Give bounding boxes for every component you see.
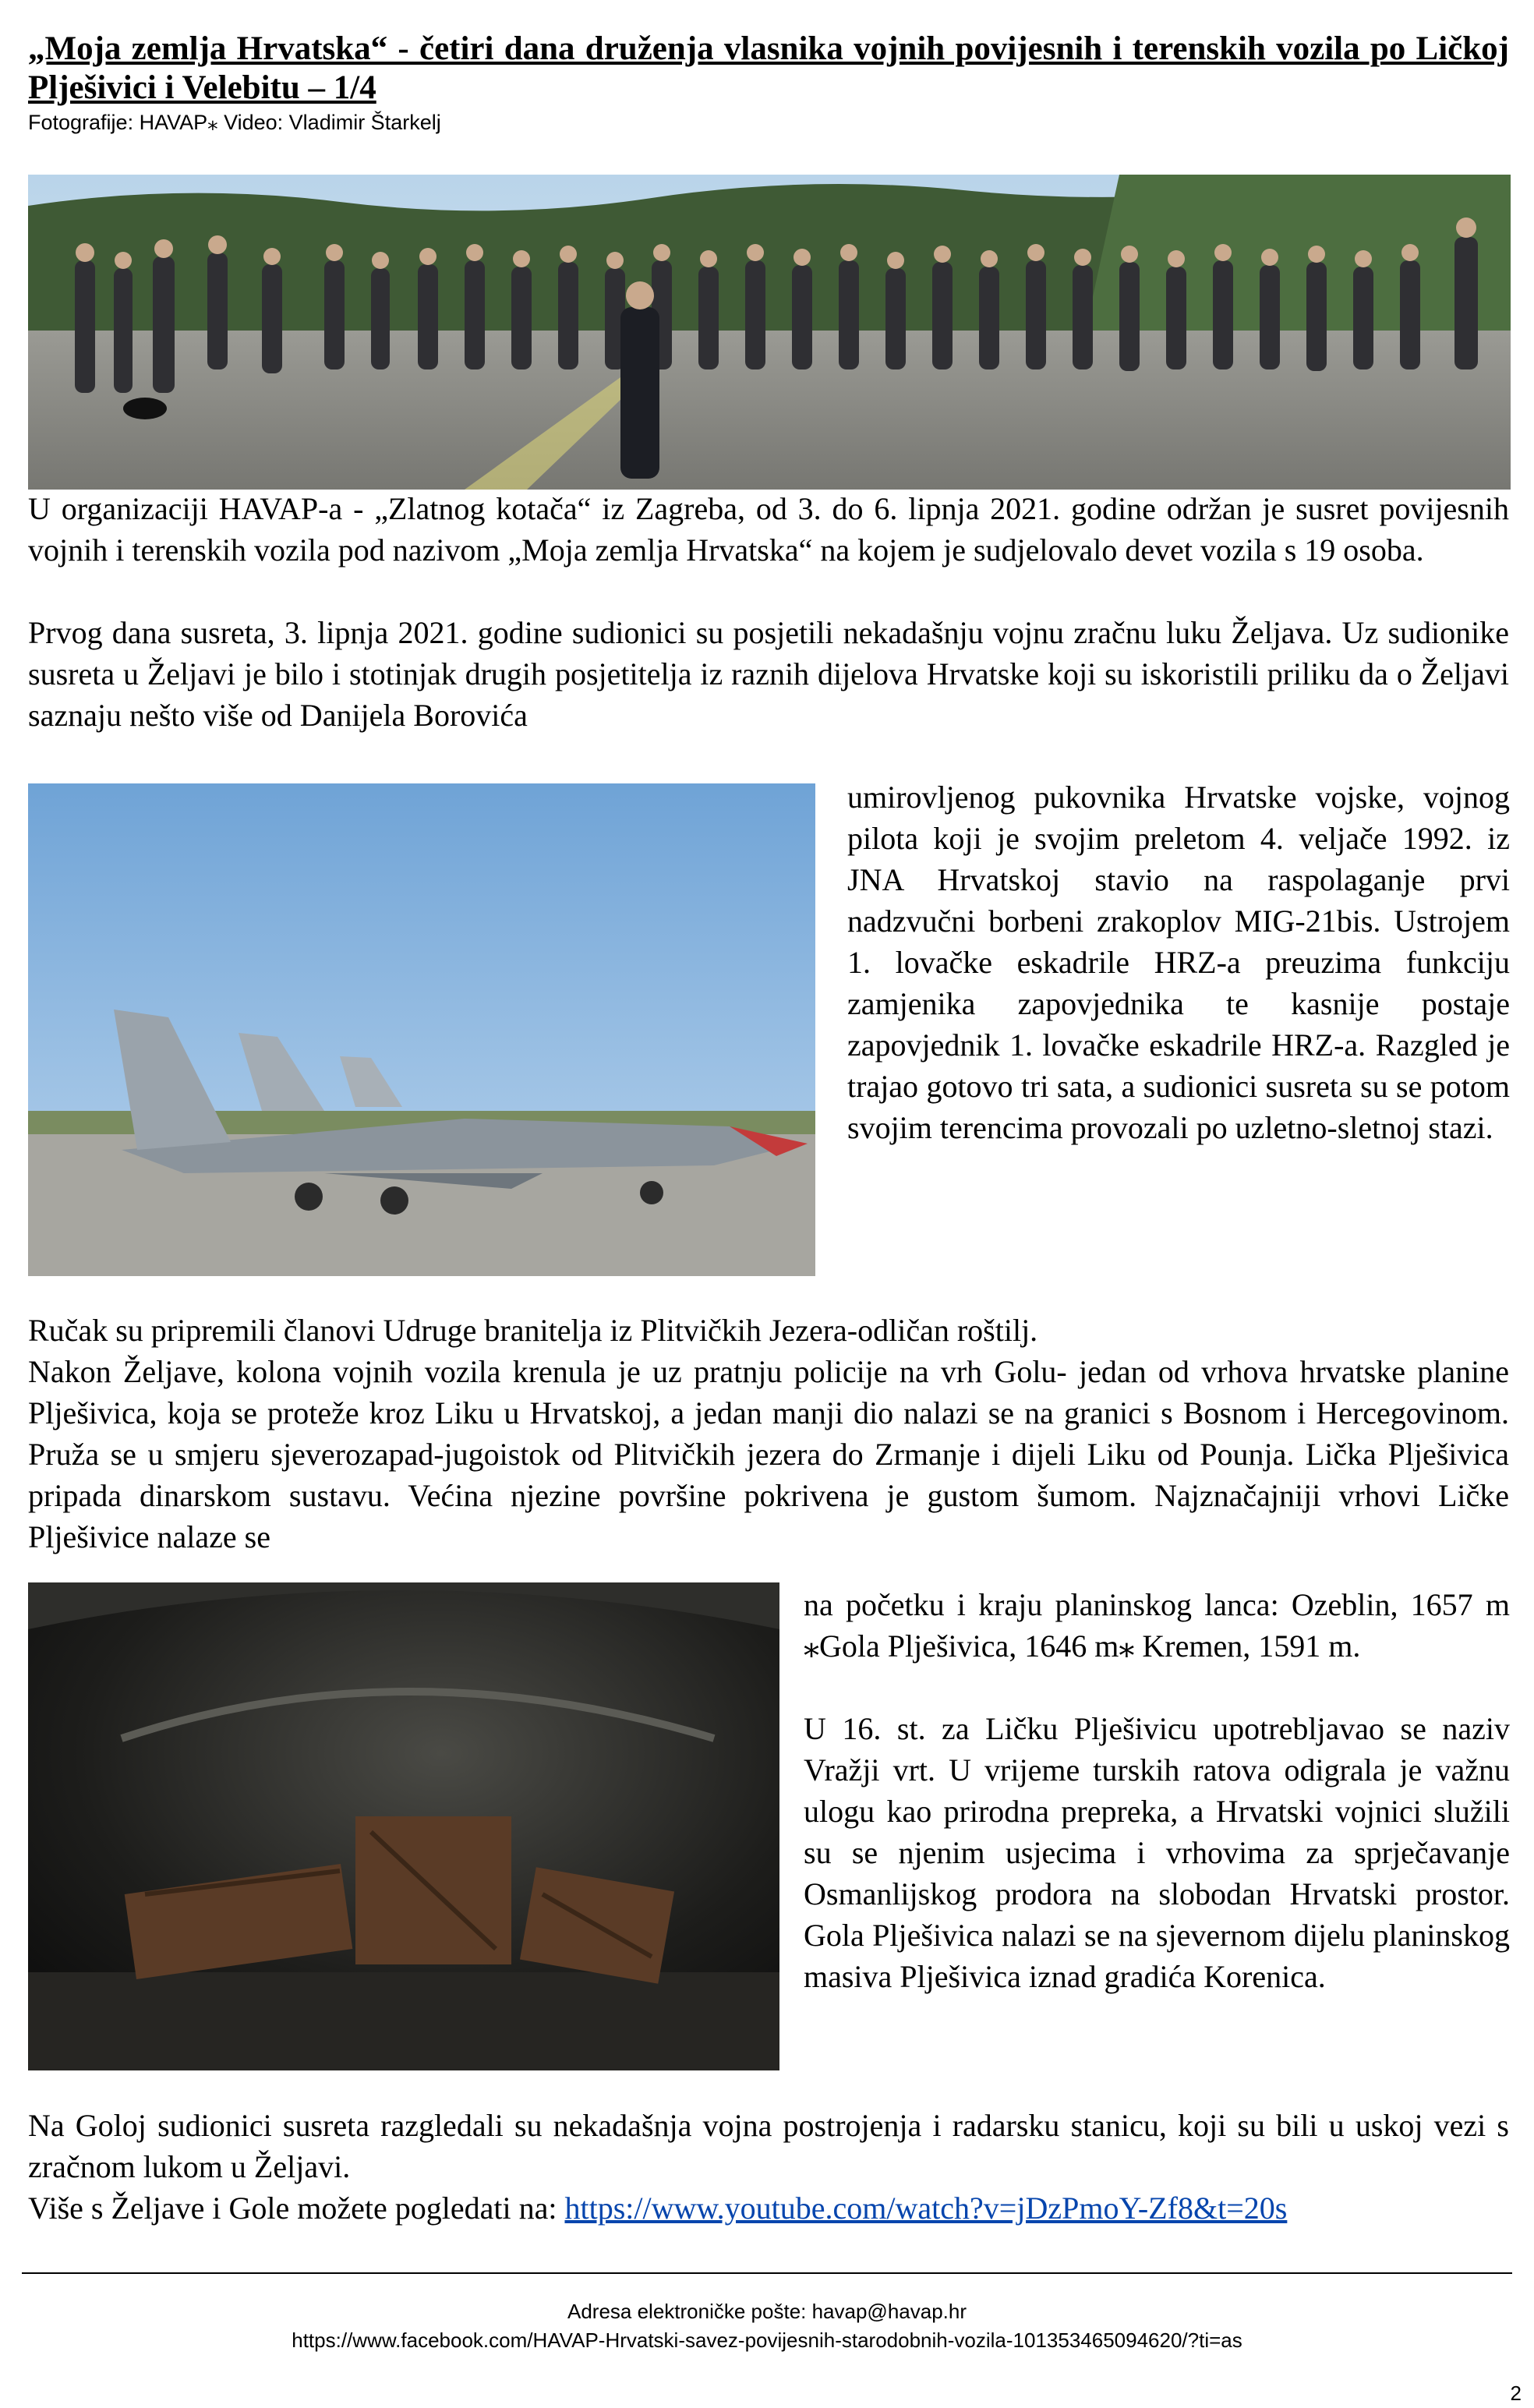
video-text: Više s Željave i Gole možete pogledati na: [28, 2191, 565, 2226]
footer-facebook: https://www.facebook.com/HAVAP-Hrvatski-savez-povijesnih-starodobnih-vozila-101353465094620/?ti=as [292, 2328, 1242, 2352]
zeljava-paragraph: Prvog dana susreta, 3. lipnja 2021. godine sudionici su posjetili nekadašnju vojnu zračnu luku Željava. Uz sudionike susreta u Željavi je bilo i stotinjak drugih posjetitelja iz raznih dijelova Hrvatske koji su iskoristili priliku da o Željavi saznaju nešto više od Danijela Borovića [28, 615, 1509, 733]
youtube-link[interactable]: https://www.youtube.com/watch?v=jDzPmoY-Zf8&t=20s [564, 2191, 1288, 2226]
footer-divider [22, 2272, 1512, 2274]
group-photo [28, 175, 1511, 490]
pljesivica-paragraph: Nakon Željave, kolona vojnih vozila krenula je uz pratnju policije na vrh Golu- jedan od vrhova hrvatske planine Plješivica, koja se proteže kroz Liku u Hrvatskoj, a jedan manji dio nalazi se na granici s Bosnom i Hercegovinom. Pruža se u smjeru sjeverozapad-jugoistok od Plitvičkih jezera do Zrmanje i dijeli Liku od Pounja. Lička Plješivica pripada dinarskom sustavu. Većina njezine površine pokrivena je gustom šumom. Najznačajniji vrhovi Ličke Plješivice nalaze se [28, 1354, 1509, 1554]
page-title: „Moja zemlja Hrvatska“ - četiri dana druženja vlasnika vojnih povijesnih i terenskih vozila po Ličkoj Plješivici i Velebitu – 1/4 [28, 30, 1509, 106]
peaks-paragraph: na početku i kraju planinskog lanca: Ozeblin, 1657 m ⁎Gola Plješivica, 1646 m⁎ Kremen, 1591 m. [804, 1587, 1510, 1664]
footer-email: Adresa elektroničke pošte: havap@havap.hr [567, 2300, 967, 2323]
borovic-paragraph: umirovljenog pukovnika Hrvatske vojske, vojnog pilota koji je svojim preletom 4. veljače 1992. iz JNA Hrvatskoj stavio na raspolaganje prvi nadzvučni borbeni zrakoplov MIG-21bis. Ustrojem 1. lovačke eskadrile HRZ-a preuzima funkciju zamjenika zapovjednika te kasnije postaje zapovjednik 1. lovačke eskadrile HRZ-a. Razgled je trajao gotovo tri sata, a sudionici susreta su se potom svojim terencima provozali po uzletno-sletnoj stazi. [847, 780, 1510, 1145]
intro-paragraph: U organizaciji HAVAP-a - „Zlatnog kotača“ iz Zagreba, od 3. do 6. lipnja 2021. godine održan je susret povijesnih vojnih i terenskih vozila pod nazivom „Moja zemlja Hrvatska“ na kojem je sudjelovalo devet vozila s 19 osoba. [28, 491, 1509, 568]
history-paragraph: U 16. st. za Ličku Plješivicu upotrebljavao se naziv Vražji vrt. U vrijeme turskih ratova odigrala je važnu ulogu kao prirodna prepreka, a Hrvatski vojnici služili su se njenim usjecima i vrhovima za sprječavanje Osmanlijskog prodora na slobodan Hrvatski prostor. Gola Plješivica nalazi se na sjevernom dijelu planinskog masiva Plješivica iznad gradića Korenica. [804, 1711, 1510, 1994]
hangar-photo [28, 1582, 779, 2070]
lunch-paragraph: Ručak su pripremili članovi Udruge branitelja iz Plitvičkih Jezera-odličan roštilj. [28, 1313, 1038, 1348]
mig21-photo [28, 783, 815, 1276]
photo-credits: Fotografije: HAVAP⁎ Video: Vladimir Štarkelj [28, 111, 441, 134]
gola-paragraph: Na Goloj sudionici susreta razgledali su nekadašnja vojna postrojenja i radarsku stanicu, koji su bili u uskoj vezi s zračnom lukom u Željavi. [28, 2108, 1509, 2184]
page-number: 2 [1510, 2381, 1522, 2405]
video-paragraph [28, 2187, 1478, 2229]
